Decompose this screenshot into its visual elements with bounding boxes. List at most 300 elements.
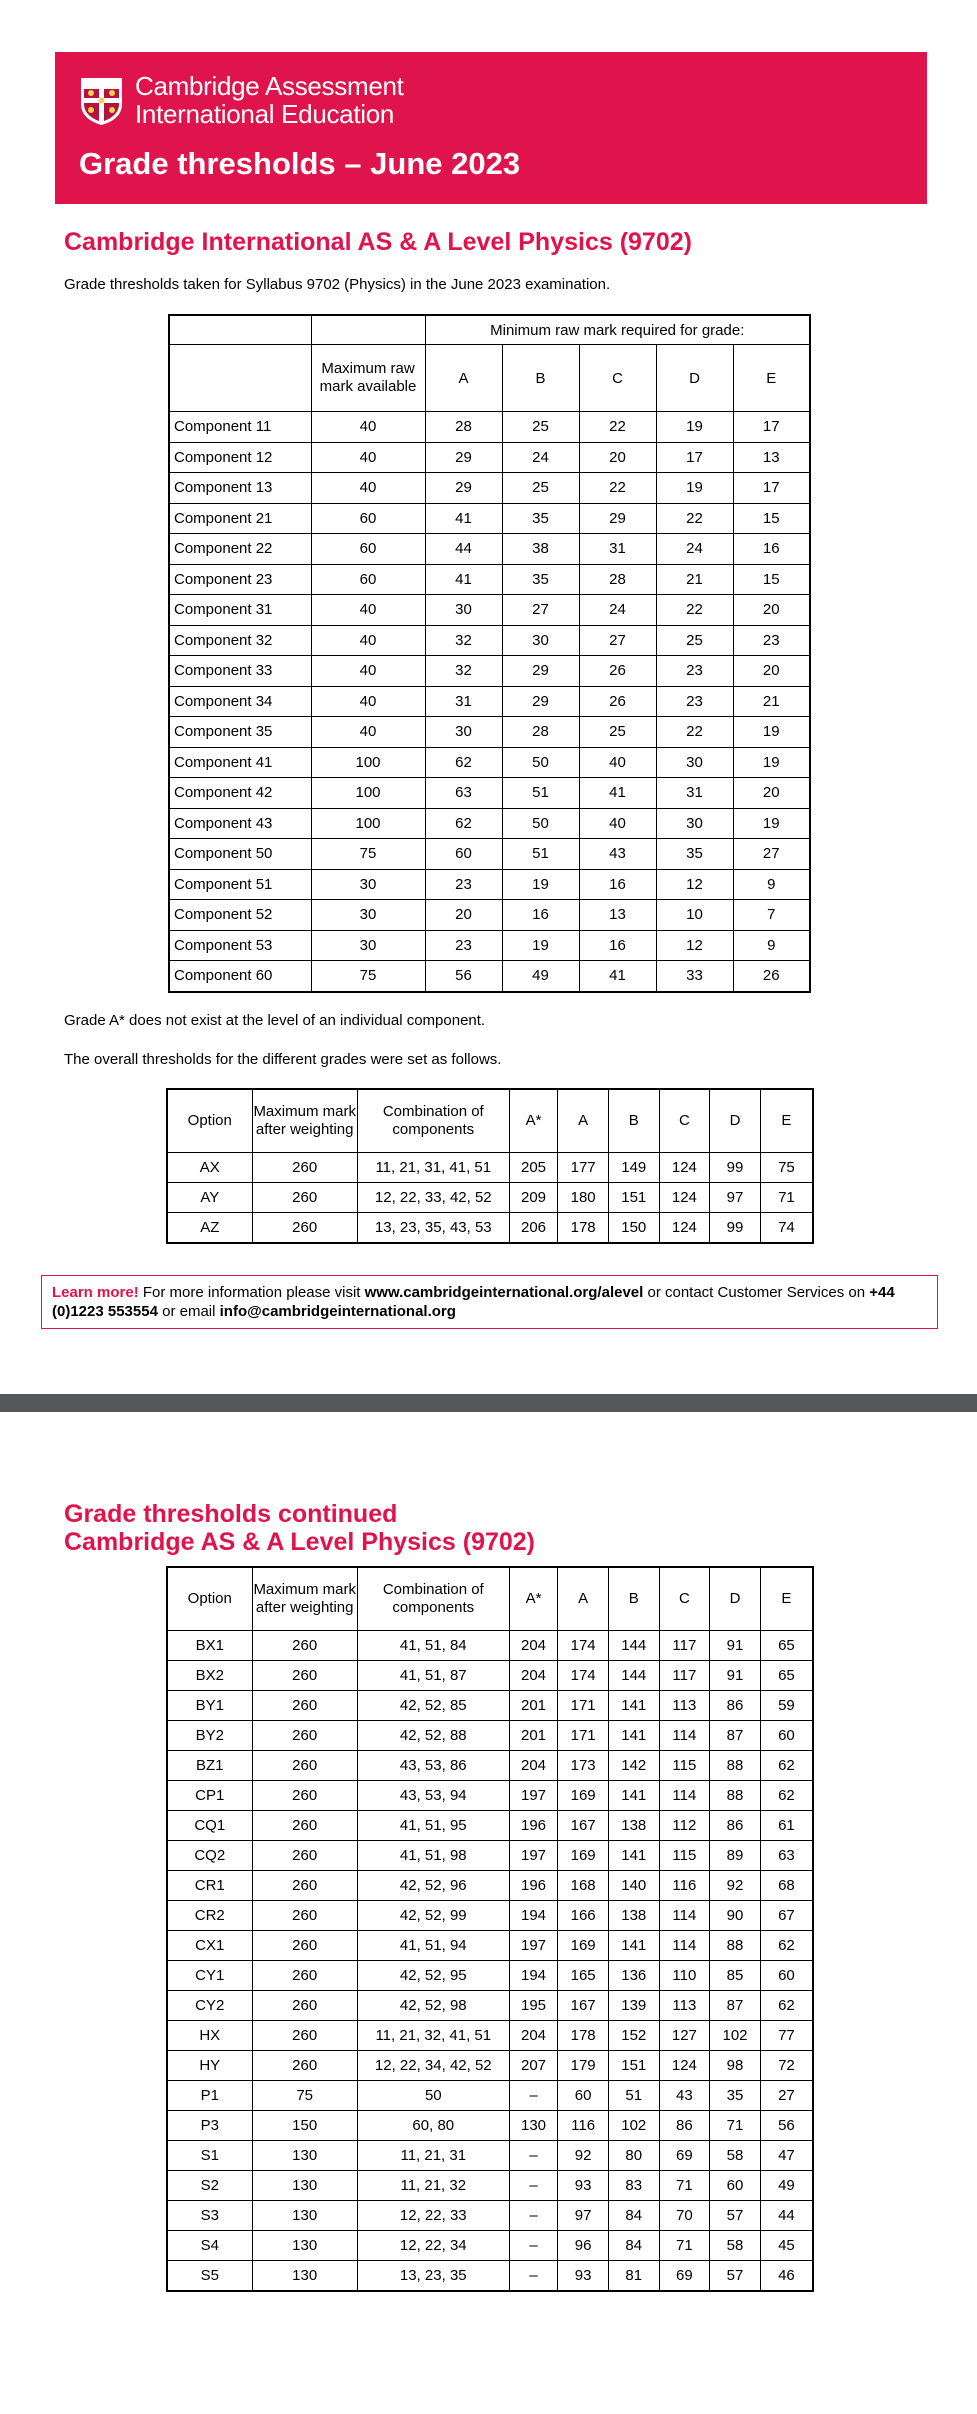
table-cell: 85: [710, 1961, 761, 1991]
table-cell: 30: [311, 930, 425, 961]
table-cell: 56: [425, 961, 502, 992]
table-cell: 19: [502, 869, 579, 900]
table-cell: 40: [311, 625, 425, 656]
table-cell: 17: [733, 473, 810, 504]
table-cell: 15: [733, 564, 810, 595]
table-cell: 63: [425, 778, 502, 809]
table-cell: 42, 52, 99: [357, 1901, 509, 1931]
table-cell: 260: [252, 1931, 357, 1961]
table-row: [167, 1631, 813, 1661]
table-cell: 209: [509, 1183, 558, 1213]
table-row: [169, 656, 810, 687]
table-cell: 60: [425, 839, 502, 870]
table-cell: 24: [579, 595, 656, 626]
table-row: [167, 2141, 813, 2171]
table-cell: BZ1: [167, 1751, 252, 1781]
table-cell: 29: [502, 686, 579, 717]
table-row: [167, 2231, 813, 2261]
table-cell: 40: [579, 808, 656, 839]
table-cell: 91: [710, 1631, 761, 1661]
table-cell: Component 53: [169, 930, 311, 961]
table-cell: 19: [502, 930, 579, 961]
table-cell: 41: [579, 778, 656, 809]
table-cell: 35: [710, 2081, 761, 2111]
table-cell: 40: [311, 473, 425, 504]
table-cell: 150: [252, 2111, 357, 2141]
table-cell: 27: [760, 2081, 813, 2111]
table-cell: P3: [167, 2111, 252, 2141]
table-cell: 124: [659, 2051, 710, 2081]
table-cell: 260: [252, 1153, 357, 1183]
table-cell: 130: [252, 2141, 357, 2171]
table-cell: 196: [509, 1871, 558, 1901]
table-cell: 99: [710, 1153, 761, 1183]
table-cell: 92: [558, 2141, 609, 2171]
table-cell: 43: [659, 2081, 710, 2111]
table-cell: 88: [710, 1931, 761, 1961]
table-cell: 24: [502, 442, 579, 473]
table-cell: 11, 21, 32, 41, 51: [357, 2021, 509, 2051]
table-cell: 98: [710, 2051, 761, 2081]
table-cell: 12, 22, 34: [357, 2231, 509, 2261]
table-cell: 20: [579, 442, 656, 473]
table-cell: 49: [760, 2171, 813, 2201]
table-cell: Component 50: [169, 839, 311, 870]
info-text: or contact Customer Services on: [643, 1284, 870, 1301]
table-cell: 260: [252, 1213, 357, 1244]
table-cell: 75: [760, 1153, 813, 1183]
table-cell: 141: [608, 1781, 659, 1811]
table-cell: 178: [558, 2021, 609, 2051]
column-header: E: [760, 1089, 813, 1153]
table-cell: 28: [425, 412, 502, 443]
table-row: [167, 1991, 813, 2021]
table-cell: 13, 23, 35, 43, 53: [357, 1213, 509, 1244]
table-cell: 17: [656, 442, 733, 473]
table-cell: 81: [608, 2261, 659, 2292]
table-cell: 194: [509, 1961, 558, 1991]
table-cell: 51: [502, 839, 579, 870]
table-cell: 102: [608, 2111, 659, 2141]
table-cell: 260: [252, 1751, 357, 1781]
table-row: [169, 961, 810, 992]
table-cell: 144: [608, 1661, 659, 1691]
table-cell: 12: [656, 930, 733, 961]
table-cell: 165: [558, 1961, 609, 1991]
table-cell: 26: [579, 686, 656, 717]
cambridge-shield-logo: [79, 76, 124, 126]
table-cell: 60: [760, 1721, 813, 1751]
table-cell: 22: [656, 717, 733, 748]
table-cell: 15: [733, 503, 810, 534]
table-cell: 29: [502, 656, 579, 687]
table-cell: 12, 22, 34, 42, 52: [357, 2051, 509, 2081]
table-cell: 84: [608, 2231, 659, 2261]
table-cell: 12, 22, 33: [357, 2201, 509, 2231]
table-cell: 31: [579, 534, 656, 565]
table-row: [167, 2111, 813, 2141]
table-cell: 23: [656, 656, 733, 687]
column-header: C: [659, 1567, 710, 1631]
table-cell: 56: [760, 2111, 813, 2141]
table-cell: 69: [659, 2261, 710, 2292]
table-cell: 57: [710, 2201, 761, 2231]
table-cell: 93: [558, 2171, 609, 2201]
table-row: [167, 1183, 813, 1213]
table-cell: Component 12: [169, 442, 311, 473]
table-cell: 167: [558, 1991, 609, 2021]
table-cell: 130: [509, 2111, 558, 2141]
header-banner: [55, 52, 927, 204]
table-cell: S3: [167, 2201, 252, 2231]
table-cell: 13: [579, 900, 656, 931]
brand-line-2: International Education: [135, 99, 395, 129]
table-row: [169, 930, 810, 961]
table-cell: –: [509, 2261, 558, 2292]
table-cell: 50: [357, 2081, 509, 2111]
table-cell: 20: [733, 656, 810, 687]
continued-heading: Grade thresholds continued: [64, 1500, 398, 1528]
table-cell: AX: [167, 1153, 252, 1183]
table-row: [169, 564, 810, 595]
table-cell: 260: [252, 1721, 357, 1751]
intro-text: Grade thresholds taken for Syllabus 9702 (Physics) in the June 2023 examination.: [64, 276, 611, 293]
column-header: A*: [509, 1567, 558, 1631]
table-cell: 29: [425, 442, 502, 473]
table-cell: 180: [558, 1183, 609, 1213]
table-cell: 26: [733, 961, 810, 992]
table-cell: 197: [509, 1781, 558, 1811]
table-cell: 114: [659, 1901, 710, 1931]
table-cell: 71: [710, 2111, 761, 2141]
table-cell: 19: [733, 808, 810, 839]
table-cell: 130: [252, 2261, 357, 2292]
column-header: Option: [167, 1567, 252, 1631]
table-cell: 30: [656, 747, 733, 778]
table-cell: 29: [425, 473, 502, 504]
table-cell: Component 23: [169, 564, 311, 595]
table-cell: 115: [659, 1841, 710, 1871]
table-row: [169, 839, 810, 870]
table-cell: Component 21: [169, 503, 311, 534]
table-cell: 35: [656, 839, 733, 870]
table-cell: 58: [710, 2231, 761, 2261]
column-header: D: [710, 1567, 761, 1631]
table-cell: 17: [733, 412, 810, 443]
column-header: A*: [509, 1089, 558, 1153]
table-cell: 141: [608, 1721, 659, 1751]
table-cell: 169: [558, 1781, 609, 1811]
table-cell: –: [509, 2081, 558, 2111]
table-cell: 141: [608, 1841, 659, 1871]
table-cell: 42, 52, 96: [357, 1871, 509, 1901]
table-cell: 9: [733, 869, 810, 900]
table-cell: 22: [579, 473, 656, 504]
column-header: E: [760, 1567, 813, 1631]
blank-corner: [311, 315, 425, 345]
table-row: [169, 503, 810, 534]
table-cell: HY: [167, 2051, 252, 2081]
table-cell: 44: [425, 534, 502, 565]
table-cell: 102: [710, 2021, 761, 2051]
table-cell: 114: [659, 1721, 710, 1751]
table-cell: Component 52: [169, 900, 311, 931]
column-header: B: [608, 1567, 659, 1631]
table-cell: 166: [558, 1901, 609, 1931]
table-cell: 178: [558, 1213, 609, 1244]
table-cell: 130: [252, 2231, 357, 2261]
table-cell: 96: [558, 2231, 609, 2261]
table-cell: 62: [760, 1781, 813, 1811]
table-cell: 62: [425, 747, 502, 778]
table-cell: 151: [608, 2051, 659, 2081]
table-cell: 60: [311, 564, 425, 595]
table-cell: Component 34: [169, 686, 311, 717]
column-header: C: [659, 1089, 710, 1153]
table-cell: 33: [656, 961, 733, 992]
table-cell: 42, 52, 85: [357, 1691, 509, 1721]
table-cell: 151: [608, 1183, 659, 1213]
grade-header: E: [733, 345, 810, 412]
table-cell: 124: [659, 1183, 710, 1213]
table-cell: –: [509, 2141, 558, 2171]
table-cell: 24: [656, 534, 733, 565]
table-cell: 20: [733, 778, 810, 809]
table-cell: 113: [659, 1691, 710, 1721]
table-cell: 21: [656, 564, 733, 595]
grade-header: C: [579, 345, 656, 412]
option-threshold-table: [166, 1088, 814, 1244]
table-cell: 21: [733, 686, 810, 717]
table-cell: 71: [760, 1183, 813, 1213]
table-cell: Component 22: [169, 534, 311, 565]
table-cell: 260: [252, 1901, 357, 1931]
info-text: For more information please visit: [138, 1284, 365, 1301]
table-cell: Component 35: [169, 717, 311, 748]
table-cell: CR1: [167, 1871, 252, 1901]
table-cell: 16: [733, 534, 810, 565]
table-row: [167, 1721, 813, 1751]
table-cell: 50: [502, 808, 579, 839]
table-row: [167, 2021, 813, 2051]
column-header: B: [608, 1089, 659, 1153]
table-cell: 174: [558, 1661, 609, 1691]
table-cell: 100: [311, 778, 425, 809]
table-cell: AZ: [167, 1213, 252, 1244]
table-cell: 62: [760, 1751, 813, 1781]
table-cell: 75: [311, 839, 425, 870]
table-cell: 71: [659, 2231, 710, 2261]
table-cell: 20: [425, 900, 502, 931]
table-cell: HX: [167, 2021, 252, 2051]
table-cell: 167: [558, 1811, 609, 1841]
table-cell: 62: [760, 1931, 813, 1961]
table-cell: 113: [659, 1991, 710, 2021]
table-cell: 23: [425, 930, 502, 961]
website-link[interactable]: www.cambridgeinternational.org/alevel: [364, 1284, 644, 1301]
table-cell: 87: [710, 1991, 761, 2021]
table-cell: 149: [608, 1153, 659, 1183]
table-cell: 60: [558, 2081, 609, 2111]
table-cell: 140: [608, 1871, 659, 1901]
learn-more-label: Learn more!: [52, 1284, 139, 1301]
table-cell: 22: [579, 412, 656, 443]
syllabus-heading: Cambridge International AS & A Level Physics (9702): [64, 228, 692, 256]
table-cell: 57: [710, 2261, 761, 2292]
table-row: [167, 1841, 813, 1871]
table-row: [169, 625, 810, 656]
table-cell: Component 31: [169, 595, 311, 626]
table-row: [169, 595, 810, 626]
table-cell: 28: [502, 717, 579, 748]
option-threshold-table-continued: [166, 1566, 814, 2292]
table-cell: 260: [252, 1781, 357, 1811]
table-cell: S1: [167, 2141, 252, 2171]
table-cell: 62: [425, 808, 502, 839]
column-header: Combination of components: [357, 1089, 509, 1153]
table-row: [167, 1871, 813, 1901]
table-cell: 179: [558, 2051, 609, 2081]
table-cell: BX2: [167, 1661, 252, 1691]
table-cell: 90: [710, 1901, 761, 1931]
table-cell: 10: [656, 900, 733, 931]
table-row: [167, 2171, 813, 2201]
table-cell: 75: [252, 2081, 357, 2111]
table-cell: 75: [311, 961, 425, 992]
table-cell: 168: [558, 1871, 609, 1901]
table-cell: 42, 52, 95: [357, 1961, 509, 1991]
table-cell: 41, 51, 98: [357, 1841, 509, 1871]
table-cell: 46: [760, 2261, 813, 2292]
table-cell: Component 13: [169, 473, 311, 504]
table-cell: 206: [509, 1213, 558, 1244]
table-row: [169, 778, 810, 809]
table-cell: 144: [608, 1631, 659, 1661]
table-cell: 130: [252, 2201, 357, 2231]
table-cell: 35: [502, 503, 579, 534]
table-cell: 35: [502, 564, 579, 595]
table-cell: 201: [509, 1721, 558, 1751]
table-cell: 89: [710, 1841, 761, 1871]
table-cell: 114: [659, 1931, 710, 1961]
grade-header: B: [502, 345, 579, 412]
grade-header: A: [425, 345, 502, 412]
column-header: A: [558, 1567, 609, 1631]
table-cell: 116: [659, 1871, 710, 1901]
table-cell: 22: [656, 503, 733, 534]
table-cell: CY2: [167, 1991, 252, 2021]
table-cell: 207: [509, 2051, 558, 2081]
table-cell: AY: [167, 1183, 252, 1213]
table-cell: 60: [311, 503, 425, 534]
table-cell: 61: [760, 1811, 813, 1841]
grade-header: D: [656, 345, 733, 412]
table-cell: 100: [311, 808, 425, 839]
table-cell: 260: [252, 1871, 357, 1901]
max-raw-mark-header: Maximum raw mark available: [311, 345, 425, 412]
table-cell: BY1: [167, 1691, 252, 1721]
table-cell: 60: [311, 534, 425, 565]
table-row: [169, 900, 810, 931]
table-cell: 70: [659, 2201, 710, 2231]
table-cell: Component 43: [169, 808, 311, 839]
table-cell: P1: [167, 2081, 252, 2111]
table-row: [167, 1661, 813, 1691]
table-cell: 16: [579, 930, 656, 961]
table-cell: 25: [502, 412, 579, 443]
table-cell: 40: [311, 717, 425, 748]
table-cell: 13, 23, 35: [357, 2261, 509, 2292]
table-cell: 23: [733, 625, 810, 656]
table-cell: CQ1: [167, 1811, 252, 1841]
table-row: [169, 869, 810, 900]
table-cell: 41, 51, 95: [357, 1811, 509, 1841]
table-cell: 87: [710, 1721, 761, 1751]
table-cell: 112: [659, 1811, 710, 1841]
table-cell: 40: [311, 656, 425, 687]
table-cell: 91: [710, 1661, 761, 1691]
table-cell: 7: [733, 900, 810, 931]
table-cell: 30: [311, 869, 425, 900]
brand-name: [135, 72, 404, 128]
table-cell: 32: [425, 625, 502, 656]
table-cell: 30: [656, 808, 733, 839]
table-cell: Component 33: [169, 656, 311, 687]
table-cell: 51: [608, 2081, 659, 2111]
table-cell: 45: [760, 2231, 813, 2261]
table-cell: CR2: [167, 1901, 252, 1931]
table-row: [167, 2201, 813, 2231]
table-cell: 127: [659, 2021, 710, 2051]
table-cell: 260: [252, 1691, 357, 1721]
table-cell: 11, 21, 32: [357, 2171, 509, 2201]
table-cell: 60, 80: [357, 2111, 509, 2141]
table-cell: 141: [608, 1691, 659, 1721]
table-cell: 40: [311, 412, 425, 443]
table-cell: 150: [608, 1213, 659, 1244]
table-cell: –: [509, 2231, 558, 2261]
table-cell: 171: [558, 1691, 609, 1721]
table-cell: 40: [579, 747, 656, 778]
table-row: [167, 1901, 813, 1931]
table-cell: 25: [502, 473, 579, 504]
table-cell: 41: [579, 961, 656, 992]
table-cell: 67: [760, 1901, 813, 1931]
table-cell: 19: [656, 473, 733, 504]
column-header: Maximum mark after weighting: [252, 1567, 357, 1631]
table-cell: 83: [608, 2171, 659, 2201]
table-cell: 38: [502, 534, 579, 565]
table-cell: 77: [760, 2021, 813, 2051]
table-cell: 30: [425, 717, 502, 748]
table-row: [167, 1931, 813, 1961]
table-cell: 177: [558, 1153, 609, 1183]
table-cell: 136: [608, 1961, 659, 1991]
table-cell: 40: [311, 442, 425, 473]
blank-corner: [169, 315, 311, 345]
table-row: [167, 1811, 813, 1841]
table-cell: 130: [252, 2171, 357, 2201]
table-cell: 260: [252, 1811, 357, 1841]
learn-more-box: [41, 1275, 938, 1329]
table-cell: 174: [558, 1631, 609, 1661]
table-cell: 12: [656, 869, 733, 900]
column-header: Combination of components: [357, 1567, 509, 1631]
table-cell: 88: [710, 1751, 761, 1781]
email-link[interactable]: info@cambridgeinternational.org: [219, 1303, 456, 1320]
table-cell: 50: [502, 747, 579, 778]
table-row: [169, 412, 810, 443]
